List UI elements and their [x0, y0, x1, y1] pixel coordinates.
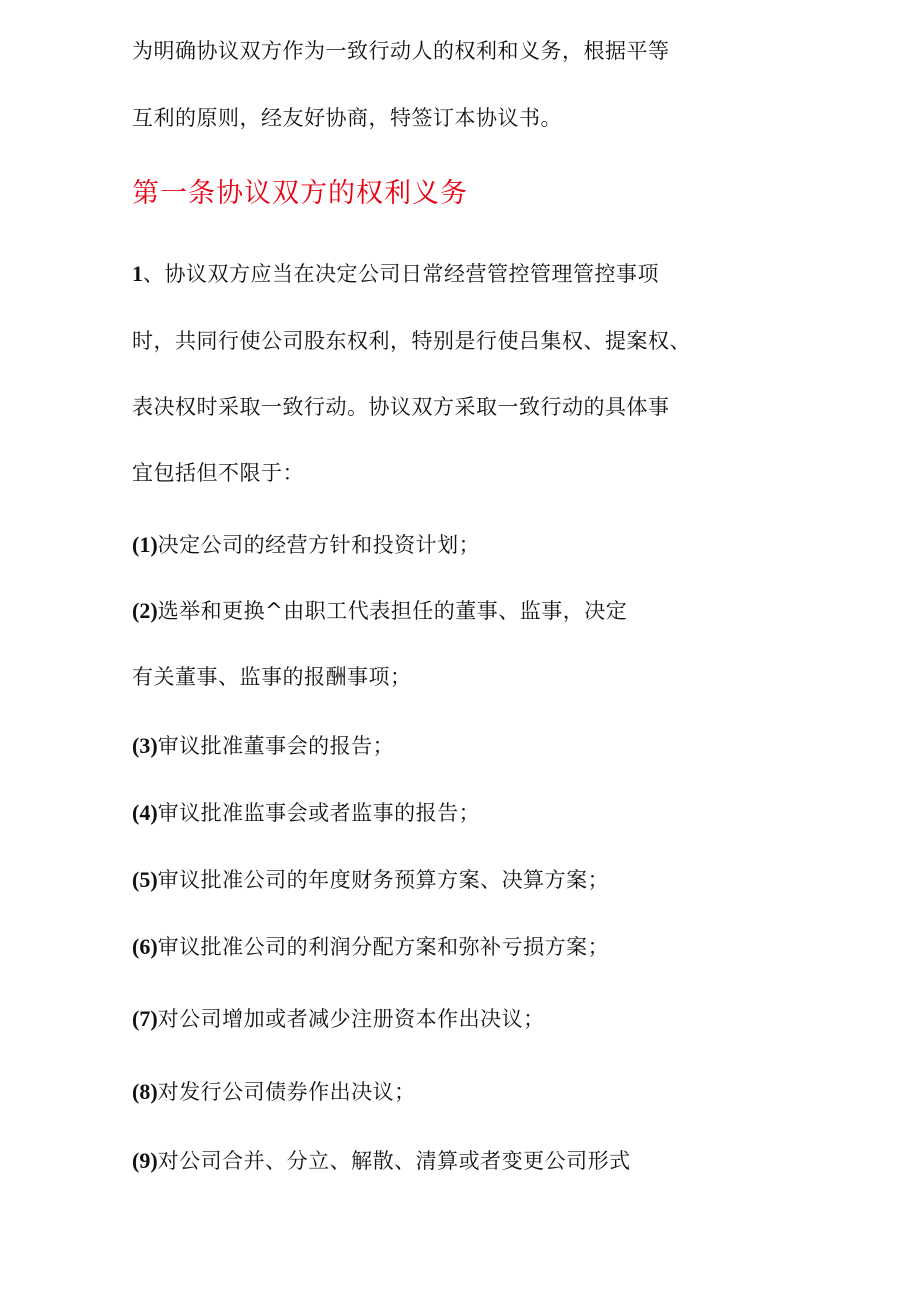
list-item-text: 选举和更换^由职工代表担任的董事、监事，决定	[157, 599, 628, 623]
list-item-number: (5)	[132, 867, 158, 892]
list-item	[132, 731, 394, 761]
list-item-text: 对发行公司债券作出决议；	[157, 1080, 416, 1104]
list-item-text: 审议批准董事会的报告；	[157, 734, 395, 758]
list-item-number: (9)	[132, 1148, 158, 1173]
list-item-number: (4)	[132, 800, 158, 825]
intro-line-2: 互利的原则，经友好协商，特签订本协议书。	[132, 106, 562, 130]
list-item	[132, 798, 480, 828]
list-item-text: 对公司增加或者减少注册资本作出决议；	[157, 1007, 545, 1031]
clause-1-number: 1	[132, 261, 143, 286]
clause-1-text: 、协议双方应当在决定公司日常经营管控管理管控事项	[143, 262, 659, 286]
list-item	[132, 865, 609, 895]
list-item	[132, 1146, 631, 1176]
clause-1-line-1	[132, 259, 659, 289]
list-item-number: (6)	[132, 934, 158, 959]
list-item-number: (8)	[132, 1079, 158, 1104]
list-item-number: (1)	[132, 532, 158, 557]
clause-1-line-3: 表决权时采取一致行动。协议双方采取一致行动的具体事	[132, 395, 670, 419]
list-item-text: 决定公司的经营方针和投资计划；	[157, 533, 481, 557]
list-item-number: (2)	[132, 598, 158, 623]
clause-1-line-4: 宜包括但不限于：	[132, 461, 304, 485]
list-item-number: (3)	[132, 733, 158, 758]
section-heading: 第一条协议双方的权利义务	[132, 178, 468, 209]
list-item	[132, 530, 480, 560]
list-item-continuation: 有关董事、监事的报酬事项；	[132, 665, 412, 689]
list-item	[132, 1004, 545, 1034]
clause-1-line-2: 时，共同行使公司股东权利，特别是行使吕集权、提案权、	[132, 329, 691, 353]
list-item-text: 审议批准公司的年度财务预算方案、决算方案；	[157, 868, 610, 892]
list-item-text: 审议批准公司的利润分配方案和弥补亏损方案；	[157, 935, 610, 959]
intro-line-1: 为明确协议双方作为一致行动人的权利和义务，根据平等	[132, 39, 670, 63]
list-item	[132, 1077, 416, 1107]
list-item	[132, 596, 627, 626]
list-item	[132, 932, 609, 962]
list-item-number: (7)	[132, 1006, 158, 1031]
list-item-text: 审议批准监事会或者监事的报告；	[157, 801, 481, 825]
list-item-text: 对公司合并、分立、解散、清算或者变更公司形式	[157, 1149, 631, 1173]
